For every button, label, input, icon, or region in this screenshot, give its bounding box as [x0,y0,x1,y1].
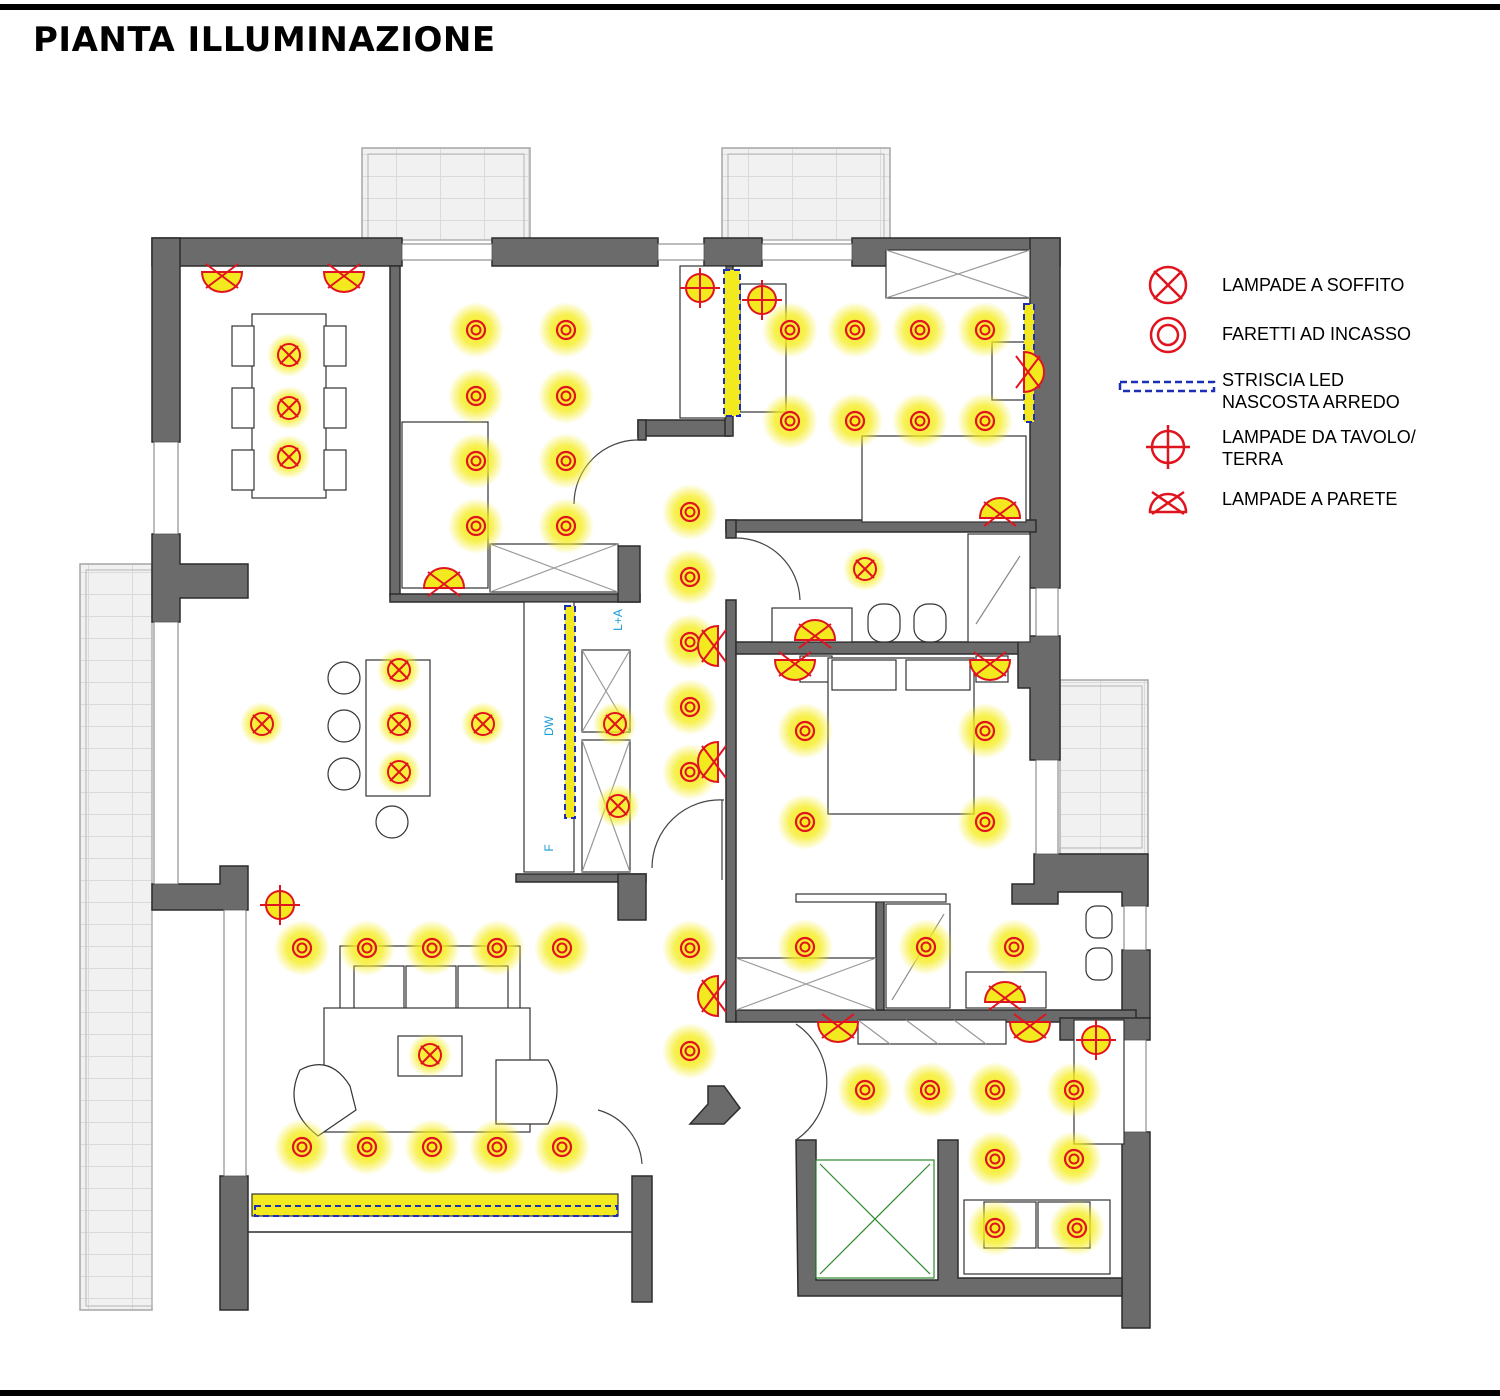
washer-label: L+A [611,609,625,631]
recessed-spotlight-icon [777,919,833,975]
recessed-spotlight-icon [662,679,718,735]
ceiling-lamp-icon [596,784,640,828]
recessed-spotlight-icon [986,919,1042,975]
recessed-spotlight-icon [404,920,460,976]
table-lamp-icon [1118,422,1218,472]
ceiling-lamp-icon [593,702,637,746]
recessed-spotlight-icon [967,1062,1023,1118]
fridge-label: F [542,844,556,852]
legend-led-label: STRISCIA LED NASCOSTA ARREDO [1222,370,1400,412]
recessed-spotlight-icon [339,1119,395,1175]
recessed-spotlight-icon [448,368,504,424]
recessed-spotlight-icon [534,920,590,976]
recessed-spotlight-icon [662,1023,718,1079]
recessed-spotlight-icon [274,920,330,976]
legend-ceiling-label: LAMPADE A SOFFITO [1222,275,1405,295]
recessed-spotlight-icon [957,703,1013,759]
recessed-spotlight-icon [967,1131,1023,1187]
recessed-spotlight-icon [1046,1131,1102,1187]
recessed-spotlight-icon [448,302,504,358]
recessed-spotlight-icon [892,393,948,449]
recessed-spotlight-icon [534,1119,590,1175]
balcony-left [80,564,152,1310]
ceiling-lamp-icon [267,333,311,377]
recessed-spotlight-icon [1118,310,1218,360]
wall-lamp-icon [324,264,364,292]
ceiling-lamp-icon [408,1033,452,1077]
recessed-spotlight-icon [448,498,504,554]
balcony-top-left [362,148,530,240]
recessed-spotlight-icon [662,484,718,540]
recessed-spotlight-icon [1049,1200,1105,1256]
legend-wall-label: LAMPADE A PARETE [1222,489,1398,509]
recessed-spotlight-icon [538,498,594,554]
recessed-spotlight-icon [274,1119,330,1175]
recessed-spotlight-icon [662,920,718,976]
ceiling-lamp-icon [1118,260,1218,310]
dishwasher-label: DW [542,716,556,736]
recessed-spotlight-icon [448,433,504,489]
recessed-spotlight-icon [777,794,833,850]
ceiling-lamp-icon [267,386,311,430]
recessed-spotlight-icon [662,549,718,605]
recessed-spotlight-icon [404,1119,460,1175]
wall-lamp-icon [1118,478,1218,528]
recessed-spotlight-icon [777,703,833,759]
ceiling-lamp-icon [267,435,311,479]
balcony-top-right [722,148,890,240]
wall-lamp-icon [202,264,242,292]
recessed-spotlight-icon [538,302,594,358]
recessed-spotlight-icon [538,433,594,489]
recessed-spotlight-icon [827,302,883,358]
recessed-spotlight-icon [967,1200,1023,1256]
recessed-spotlight-icon [1046,1062,1102,1118]
recessed-spotlight-icon [762,393,818,449]
recessed-spotlight-icon [469,1119,525,1175]
recessed-spotlight-icon [902,1062,958,1118]
balcony-right [1060,680,1148,854]
recessed-spotlight-icon [957,393,1013,449]
recessed-spotlight-icon [957,302,1013,358]
recessed-spotlight-icon [538,368,594,424]
legend-spot-label: FARETTI AD INCASSO [1222,324,1412,344]
ceiling-lamp-icon [377,750,421,794]
ceiling-lamp-icon [843,547,887,591]
ceiling-lamp-icon [377,702,421,746]
led-strip-icon [1118,362,1218,412]
recessed-spotlight-icon [339,920,395,976]
recessed-spotlight-icon [469,920,525,976]
recessed-spotlight-icon [898,919,954,975]
page-title: PIANTA ILLUMINAZIONE [33,20,496,60]
ceiling-lamp-icon [461,702,505,746]
recessed-spotlight-icon [892,302,948,358]
recessed-spotlight-icon [957,794,1013,850]
wall-lamp-icon [698,976,726,1016]
ceiling-lamp-icon [240,702,284,746]
recessed-spotlight-icon [837,1062,893,1118]
table-lamp-icon [260,885,300,925]
recessed-spotlight-icon [827,393,883,449]
legend-table-label: LAMPADE DA TAVOLO/ TERRA [1222,427,1416,469]
ceiling-lamp-icon [377,648,421,692]
